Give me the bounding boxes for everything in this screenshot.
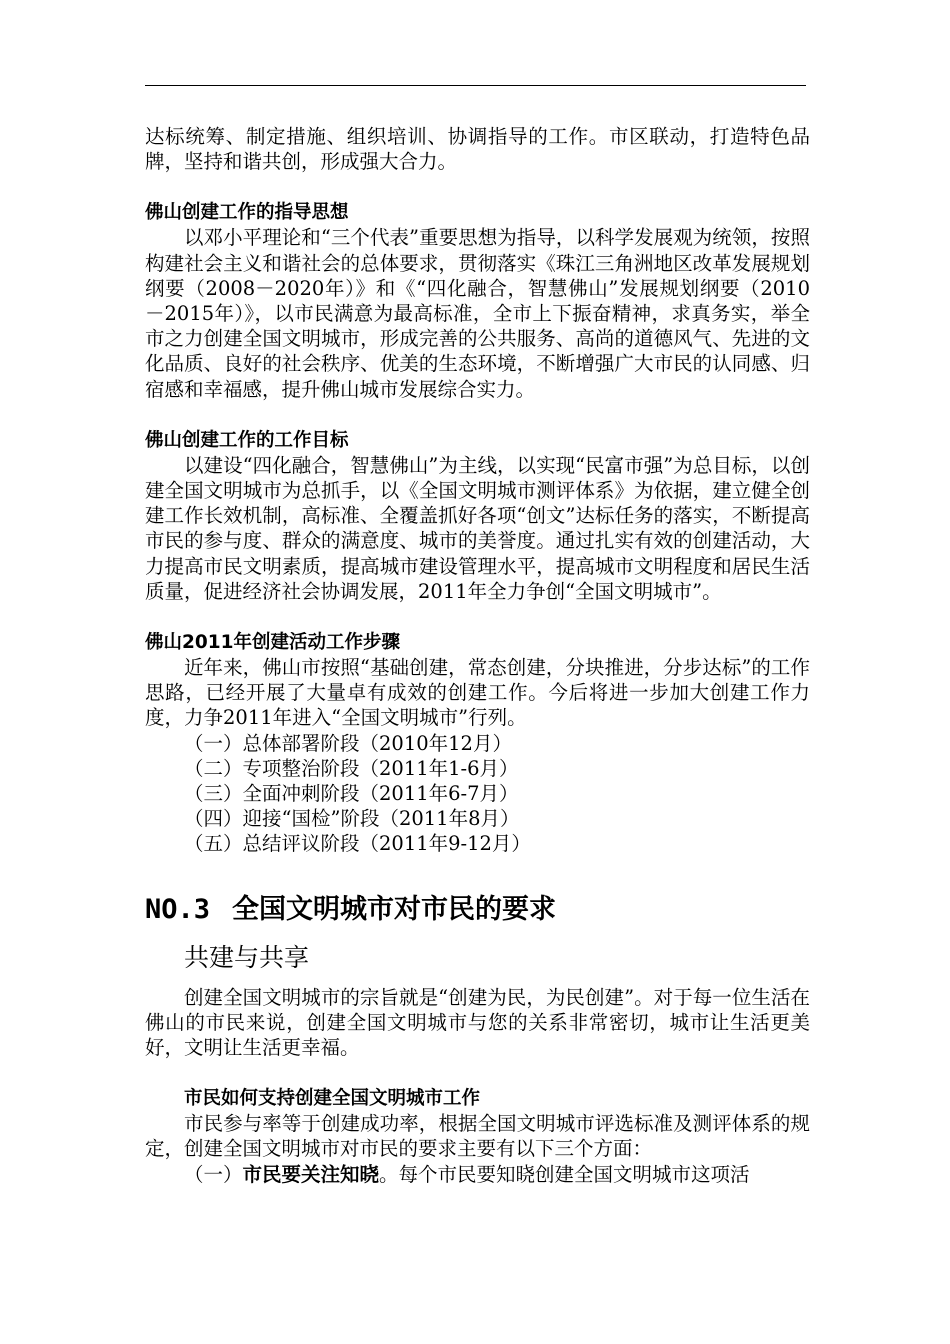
support-heading: 市民如何支持创建全国文明城市工作: [184, 1088, 481, 1110]
chapter-body: 创建全国文明城市的宗旨就是“创建为民，为民创建”。对于每一位生活在佛山的市民来说，创建全国文明城市与您的关系非常密切，城市让生活更美好，文明让生活更幸福。: [145, 985, 810, 1060]
point-text: 。每个市民要知晓创建全国文明城市这项活: [379, 1162, 750, 1186]
step-item: （一）总体部署阶段（2010年12月）: [184, 731, 512, 755]
step-item: （三）全面冲刺阶段（2011年6-7月）: [184, 782, 519, 806]
step-item: （四）迎接“国检”阶段（2011年8月）: [184, 807, 520, 831]
support-point-1: [145, 1162, 810, 1187]
section-body-steps: 近年来，佛山市按照“基础创建，常态创建，分块推进，分步达标”的工作思路，已经开展了大量卓有成效的创建工作。今后将进一步加大创建工作力度，力争2011年进入“全国文明城市”行列。: [145, 656, 810, 730]
chapter-subtitle: 共建与共享: [184, 942, 310, 972]
steps-list: [145, 731, 810, 857]
section-body-guiding: 以邓小平理论和“三个代表”重要思想为指导，以科学发展观为统领，按照构建社会主义和谐社会的总体要求，贯彻落实《珠江三角洲地区改革发展规划纲要（2008－2020年）》和《“四化融合，智慧佛山”发展规划纲要（2010－2015年）》，以市民满意为最高标准，全市上下振奋精神，求真务实，举全市之力创建全国文明城市，形成完善的公共服务、高尚的道德风气、先进的文化品质、良好的社会秩序、优美的生态环境，不断增强广大市民的认同感、归宿感和幸福感，提升佛山城市发展综合实力。: [145, 226, 810, 401]
step-item: （二）专项整治阶段（2011年1-6月）: [184, 756, 519, 780]
support-body: 市民参与率等于创建成功率，根据全国文明城市评选标准及测评体系的规定，创建全国文明城市对市民的要求主要有以下三个方面：: [145, 1112, 810, 1161]
step-item: （五）总结评议阶段（2011年9-12月）: [184, 832, 531, 856]
intro-paragraph: 达标统筹、制定措施、组织培训、协调指导的工作。市区联动，打造特色品牌，坚持和谐共创，形成强大合力。: [145, 125, 810, 174]
section-heading-steps: 佛山2011年创建活动工作步骤: [145, 632, 400, 654]
section-heading-guiding: 佛山创建工作的指导思想: [145, 202, 349, 224]
document-body: [145, 124, 810, 1187]
chapter-heading: [145, 893, 810, 927]
section-body-goal: 以建设“四化融合，智慧佛山”为主线，以实现“民富市强”为总目标，以创建全国文明城市为总抓手，以《全国文明城市测评体系》为依据，建立健全创建工作长效机制，高标准、全覆盖抓好各项“创文”达标任务的落实，不断提高市民的参与度、群众的满意度、城市的美誉度。通过扎实有效的创建活动，大力提高市民文明素质，提高城市建设管理水平，提高城市文明程度和居民生活质量，促进经济社会协调发展，2011年全力争创“全国文明城市”。: [145, 453, 810, 603]
point-bold-label: 市民要关注知晓: [242, 1162, 380, 1186]
header-rule: [145, 85, 806, 86]
chapter-number: NO.3: [145, 893, 211, 925]
point-prefix: （一）: [184, 1162, 243, 1186]
section-heading-goal: 佛山创建工作的工作目标: [145, 429, 349, 451]
chapter-title: 全国文明城市对市民的要求: [232, 893, 557, 925]
